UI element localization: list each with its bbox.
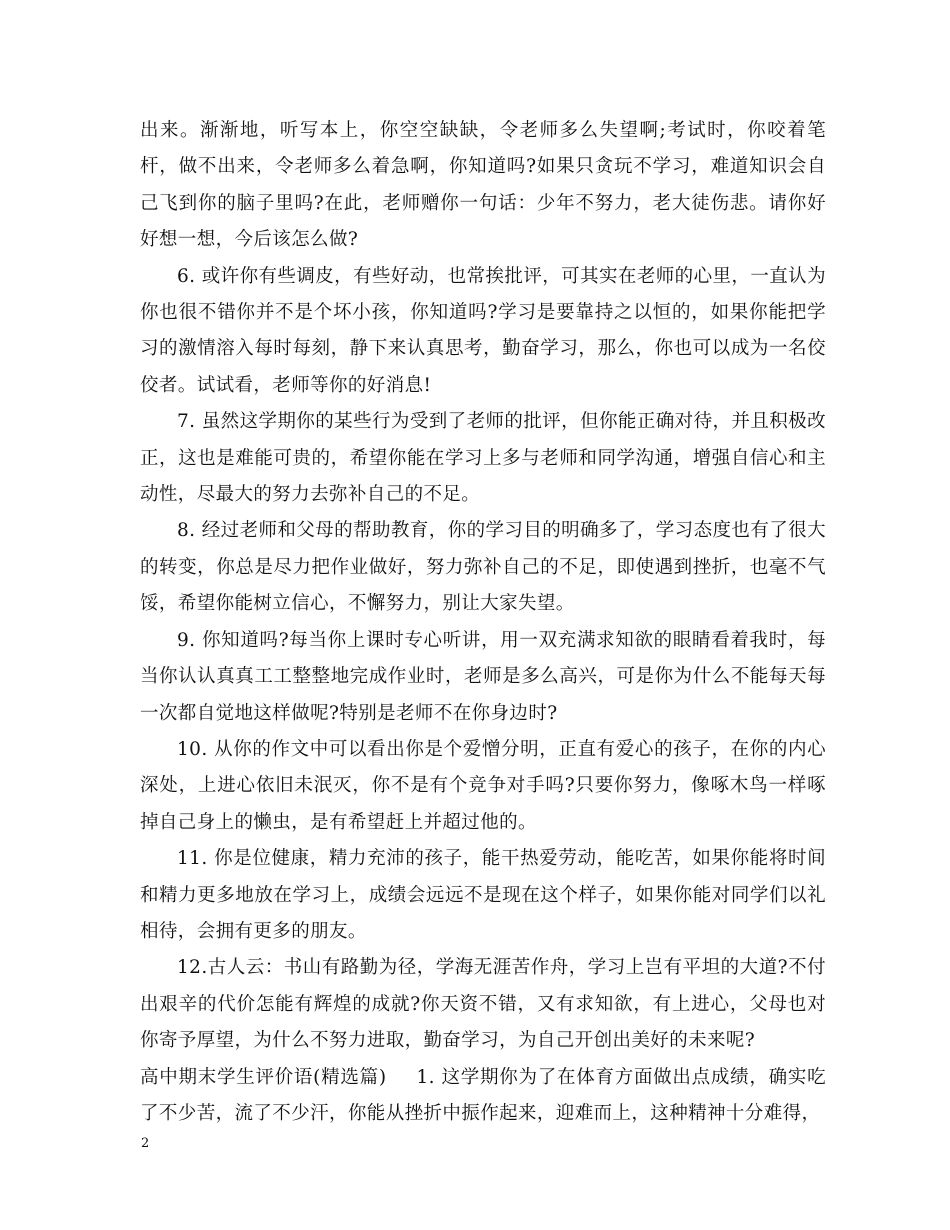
paragraph-item-6: 6. 或许你有些调皮，有些好动，也常挨批评，可其实在老师的心里，一直认为你也很不错你并不是个坏小孩，你知道吗?学习是要靠持之以恒的，如果你能把学习的激情溶入每时每刻，静下来认真思考，勤奋学习，那么，你也可以成为一名佼佼者。试试看，老师等你的好消息! — [140, 265, 826, 396]
paragraph-continuation: 出来。渐渐地，听写本上，你空空缺缺，令老师多么失望啊;考试时，你咬着笔杆，做不出来，令老师多么着急啊，你知道吗?如果只贪玩不学习，难道知识会自己飞到你的脑子里吗?在此，老师赠你一句话：少年不努力，老大徒伤悲。请你好好想一想，今后该怎么做? — [140, 120, 826, 251]
paragraph-item-9: 9. 你知道吗?每当你上课时专心听讲，用一双充满求知欲的眼睛看着我时，每当你认认真真工工整整地完成作业时，老师是多么高兴，可是你为什么不能每天每一次都自觉地这样做呢?特别是老师不在你身边时? — [140, 629, 826, 724]
paragraph-item-8: 8. 经过老师和父母的帮助教育，你的学习目的明确多了，学习态度也有了很大的转变，你总是尽力把作业做好，努力弥补自己的不足，即使遇到挫折，也毫不气馁，希望你能树立信心，不懈努力，别让大家失望。 — [140, 520, 826, 615]
section-heading-paragraph — [140, 1060, 826, 1133]
section-first-item: 1. 这学期你为了在体育方面做出点成绩，确实吃了不少苦，流了不少汗，你能从挫折中振作起来，迎难而上，这种精神十分难得， — [140, 1066, 827, 1124]
page-number: 2 — [141, 1136, 150, 1151]
paragraph-item-11: 11. 你是位健康，精力充沛的孩子，能干热爱劳动，能吃苦，如果你能将时间和精力更多地放在学习上，成绩会远远不是现在这个样子，如果你能对同学们以礼相待，会拥有更多的朋友。 — [140, 848, 826, 942]
paragraph-item-10: 10. 从你的作文中可以看出你是个爱憎分明，正直有爱心的孩子，在你的内心深处，上进心依旧未泯灭，你不是有个竞争对手吗?只要你努力，像啄木鸟一样啄掉自己身上的懒虫，是有希望赶上并超过他的。 — [140, 738, 826, 833]
document-body — [140, 113, 826, 1132]
paragraph-item-7: 7. 虽然这学期你的某些行为受到了老师的批评，但你能正确对待，并且积极改正，这也是难能可贵的，希望你能在学习上多与老师和同学沟通，增强自信心和主动性，尽最大的努力去弥补自己的不足。 — [140, 411, 826, 506]
paragraph-item-12: 12.古人云：书山有路勤为径，学海无涯苦作舟，学习上岂有平坦的大道?不付出艰辛的代价怎能有辉煌的成就?你天资不错，又有求知欲，有上进心，父母也对你寄予厚望，为什么不努力进取，勤奋学习，为自己开创出美好的未来呢? — [140, 957, 826, 1052]
section-heading: 高中期末学生评价语(精选篇) — [140, 1066, 387, 1088]
